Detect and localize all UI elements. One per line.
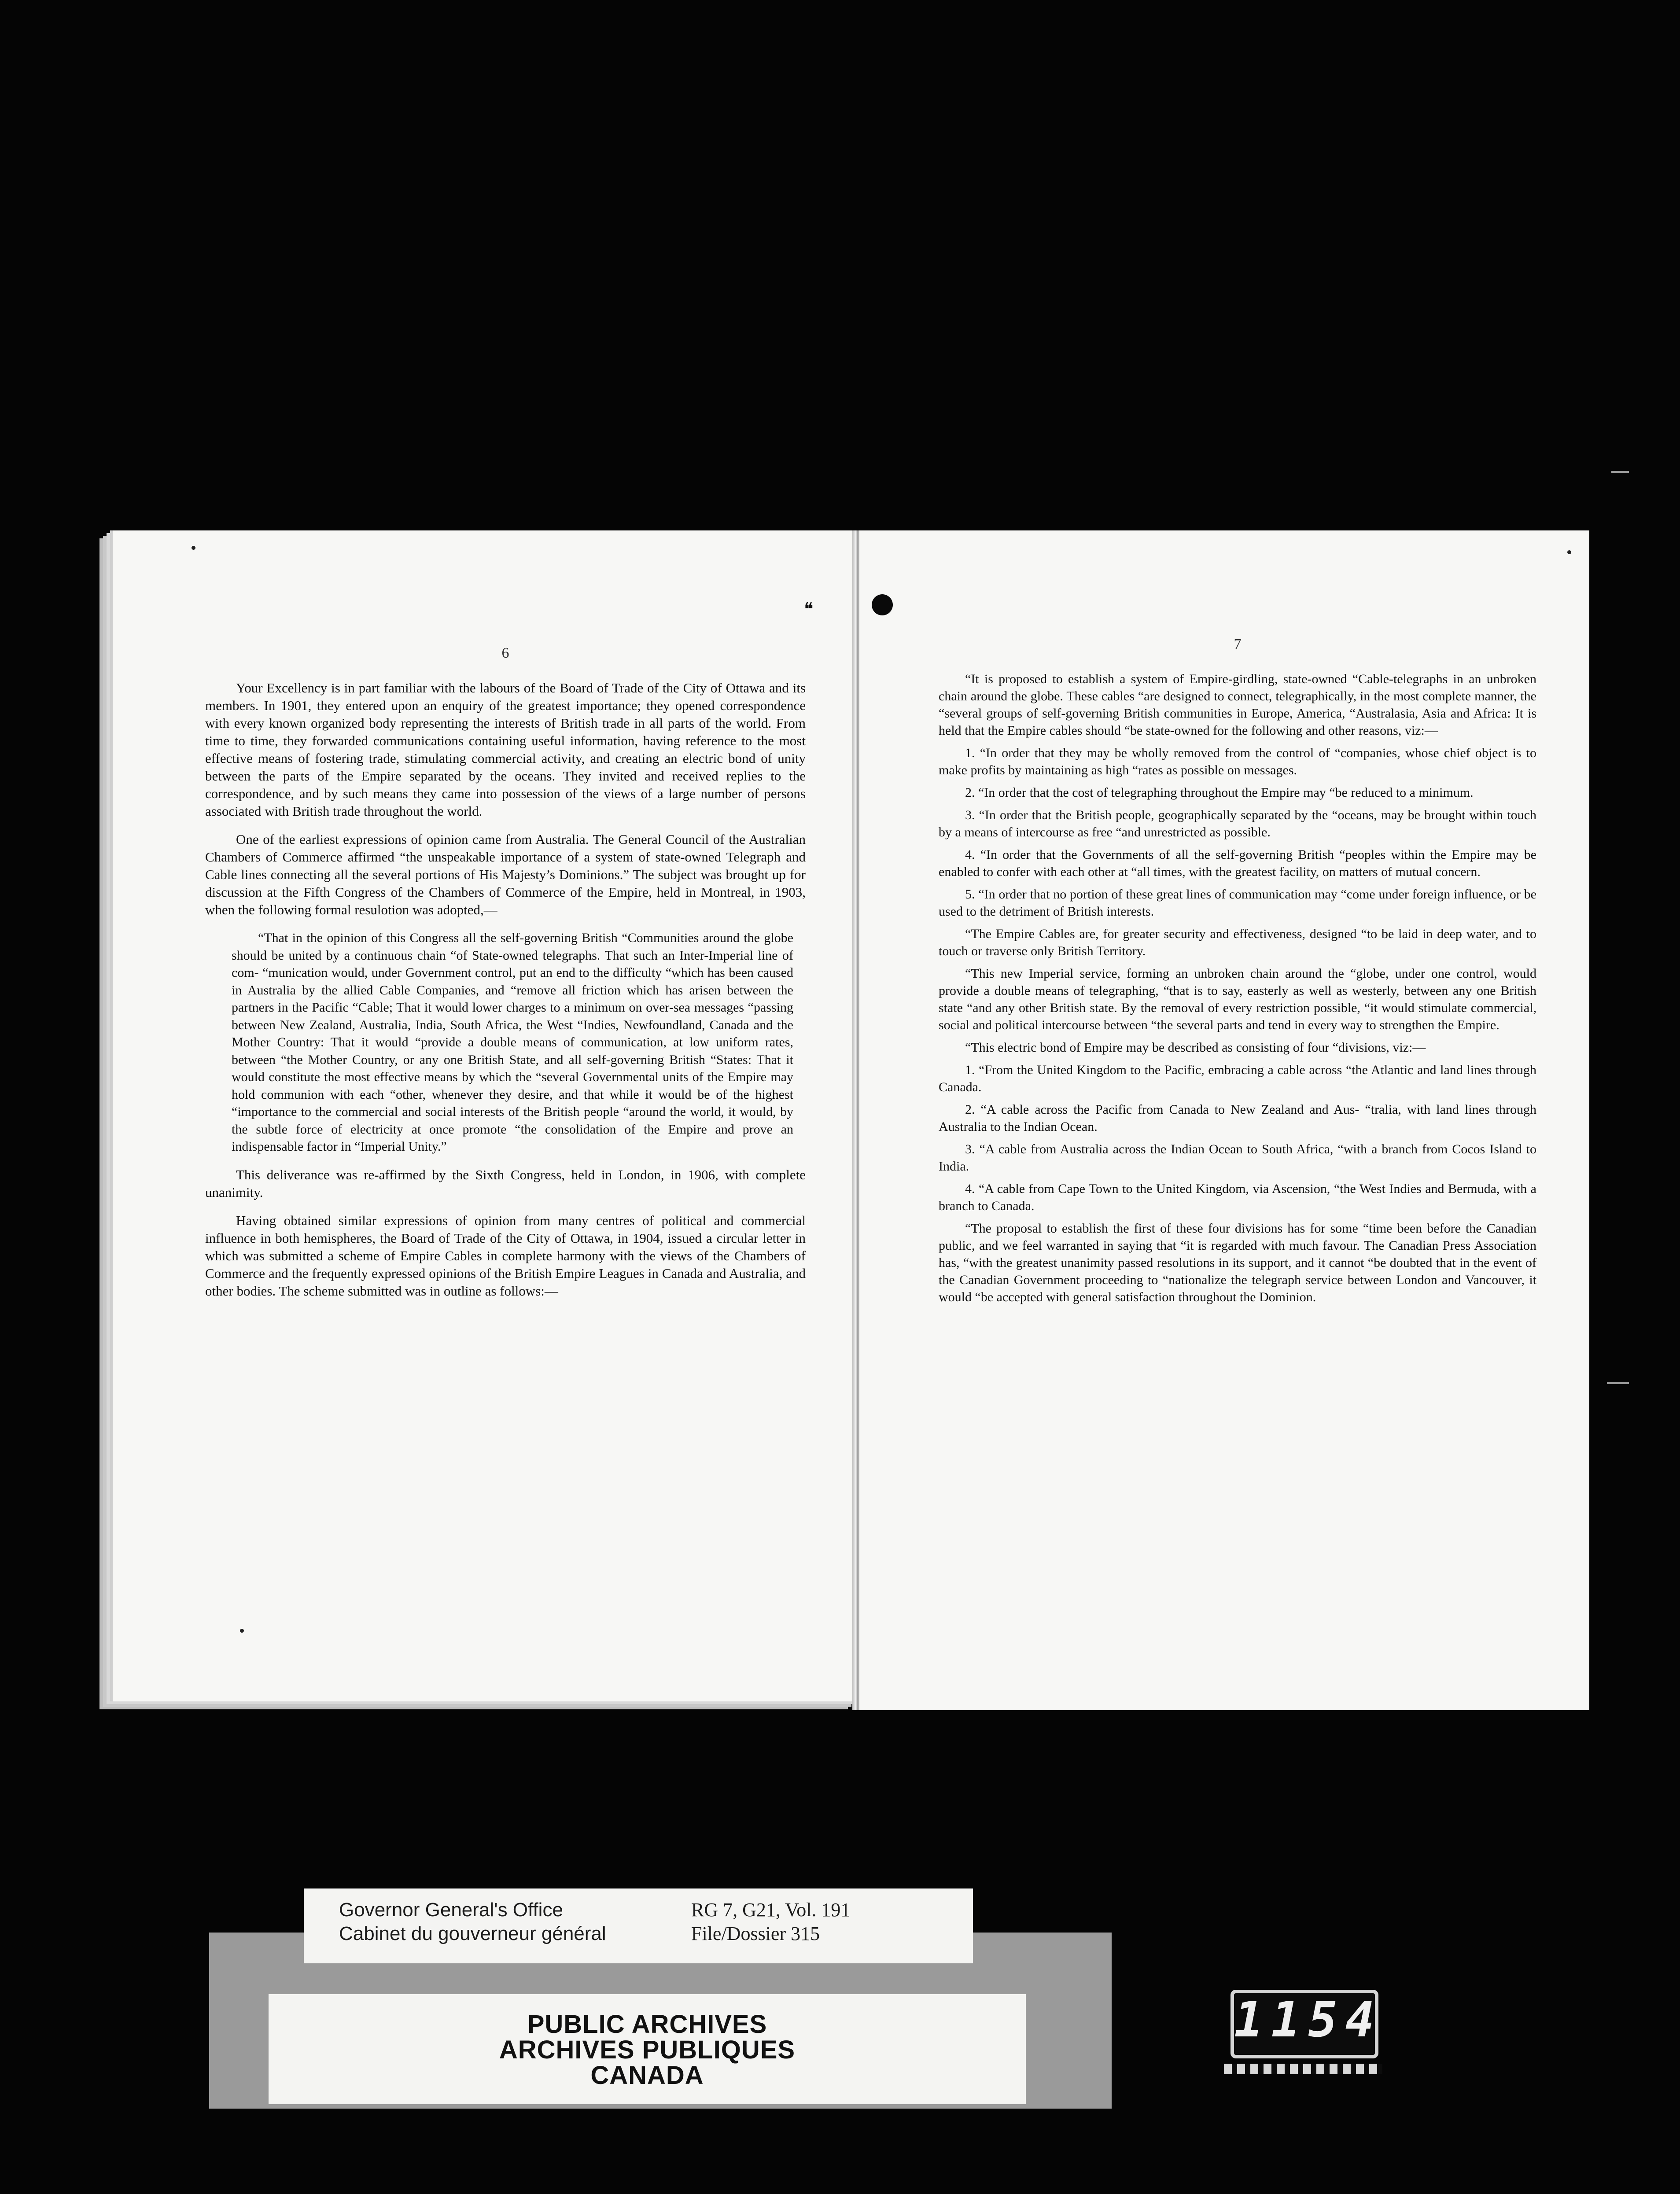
frame-number: 1154: [1231, 1990, 1378, 2058]
film-edge-mark: [1611, 471, 1629, 473]
right-page: [859, 530, 1589, 1710]
paragraph: Having obtained similar expressions of opinion from many centres of political and commercial influence in both hemispheres, the Board of Trade of the City of Ottawa, in 1904, issued a circular letter in which was submitted a scheme of Empire Cables in complete harmony with the views of the Chambers of Commerce and the frequently expressed opinions of the British Empire Leagues in Canada and Australia, and other bodies. The scheme submitted was in outline as follows:—: [205, 1212, 806, 1299]
paragraph: “This new Imperial service, forming an unbroken chain around the “globe, under one control, would provide a double means of telegraphing, “that is to say, easterly as well as westerly, between any one British state “and any other British state. By the removal of every restriction possible, “it would stimulate commercial, social and political intercourse between “the several parts and tend in every way to strengthen the Empire.: [939, 966, 1536, 1032]
paragraph: “It is proposed to establish a system of Empire-girdling, state-owned “Cable-telegraphs in an unbroken chain around the globe. These cables “are designed to connect, telegraphically, in the most complete manner, the “several groups of self-governing British communities in Europe, America, “Australasia, Asia and Africa: It is held that the Empire cables should “be state-owned for the following and other reasons, viz:—: [939, 672, 1536, 738]
list-item: 2. “In order that the cost of telegraphing throughout the Empire may “be reduced to a minimum.: [965, 785, 1474, 800]
punch-hole-icon: [872, 594, 893, 615]
film-edge-mark: [1607, 1382, 1629, 1384]
speck-icon: [192, 546, 195, 550]
list-item: 4. “In order that the Governments of all the self-governing British “peoples within the Empire may be enabled to confer with each other at “all times, with the greatest facility, on matters of mutual concern.: [939, 847, 1536, 879]
office-name-en: Governor General's Office: [339, 1899, 563, 1921]
list-item: 2. “A cable across the Pacific from Canada to New Zealand and Aus- “tralia, with land lines through Australia to the Indian Ocean.: [939, 1102, 1536, 1134]
paragraph: “The Empire Cables are, for greater security and effectiveness, designed “to be laid in deep water, and to touch or traverse only British Territory.: [939, 927, 1536, 958]
list-item: 1. “From the United Kingdom to the Pacific, embracing a cable across “the Atlantic and land lines through Canada.: [939, 1063, 1536, 1094]
speck-icon: [1567, 550, 1571, 554]
stamp-line: CANADA: [590, 2061, 704, 2090]
list-item: 1. “In order that they may be wholly removed from the control of “companies, whose chief object is to make profits by maintaining as high “rates as possible on messages.: [939, 746, 1536, 777]
office-name-fr: Cabinet du gouverneur général: [339, 1923, 606, 1944]
paragraph: One of the earliest expressions of opinion came from Australia. The General Council of the Australian Chambers of Commerce affirmed “the unspeakable importance of a system of state-owned Telegraph and Cable lines connecting all the several portions of His Majesty’s Dominions.” The subject was brought up for discussion at the Fifth Congress of the Chambers of Commerce of the Empire, held in Montreal, in 1903, when the following formal resulotion was adopted,—: [205, 832, 806, 917]
list-item: 4. “A cable from Cape Town to the United Kingdom, via Ascension, “the West Indies and Bermuda, with a branch to Canada.: [939, 1182, 1536, 1213]
list-item: 3. “In order that the British people, geographically separated by the “oceans, may be brought within touch by a means of intercourse as free “and unrestricted as possible.: [939, 808, 1536, 839]
record-group-reference: RG 7, G21, Vol. 191: [691, 1899, 851, 1921]
stamp-line: ARCHIVES PUBLIQUES: [499, 2036, 796, 2064]
archive-reference-label: [304, 1888, 973, 1963]
resolution-quote: “That in the opinion of this Congress all the self-governing British “Communities around the globe should be united by a continuous chain “of State-owned telegraphs. That such an Inter-Imperial line of com- “munication would, under Government control, put an end to the difficulty “which has been caused in Australia by the allied Cable Companies, and “remove all friction which has arisen between the partners in the Pacific “Cable; That it would lower charges to a minimum on over-sea messages “passing between New Zealand, Australia, India, South Africa, the West “Indies, Newfoundland, Canada and the Mother Country: That it would “provide a double means of communication, at low uniform rates, between “the Mother Country, or any one British State, and all self-governing British “States: That it would constitute the most effective means by which the “several Governmental units of the Empire may hold communion with each “other, whenever they desire, and that while it would be of the highest “importance to the commercial and social interests of the British people “around the world, it would, by the subtle force of electricity at once promote “the consolidation of the Empire and prove an indispensable factor in “Imperial Unity.”: [232, 931, 793, 1154]
film-sprocket-strip: [1224, 2064, 1382, 2074]
stamp-line: PUBLIC ARCHIVES: [527, 2010, 767, 2039]
list-item: 3. “A cable from Australia across the Indian Ocean to South Africa, “with a branch from Cocos Island to India.: [939, 1142, 1536, 1174]
open-book: [97, 530, 1589, 1710]
file-reference: File/Dossier 315: [691, 1923, 820, 1944]
page-number: 6: [501, 645, 509, 661]
paragraph: “This electric bond of Empire may be described as consisting of four “divisions, viz:—: [965, 1040, 1426, 1055]
paragraph: Your Excellency is in part familiar with the labours of the Board of Trade of the City of Ottawa and its members. In 1901, they entered upon an enquiry of the greatest importance; they opened correspondence with every known organized body representing the interests of British trade in all parts of the world. From time to time, they forwarded communications containing useful information, having reference to the most effective means of fostering trade, stimulating commercial activity, and creating an electric bond of unity between the parts of the Empire separated by the oceans. They invited and received replies to the correspondence, and by such means they came into possession of the views of a large number of persons associated with British trade throughout the world.: [205, 680, 806, 819]
paragraph: “The proposal to establish the first of these four divisions has for some “time been before the Canadian public, and we feel warranted in saying that “it is regarded with much favour. The Canadian Press Association has, “with the greatest unanimity passed resolutions in its support, and it cannot “be doubted that in the event of the Canadian Government proceeding to “nationalize the telegraph service between London and Vancouver, it would “be accepted with general satisfaction throughout the Dominion.: [939, 1221, 1536, 1304]
list-item: 5. “In order that no portion of these great lines of communication may “come under foreign influence, or be used to the detriment of British interests.: [939, 887, 1536, 919]
ink-mark-icon: ❝: [804, 599, 814, 619]
page-number: 7: [1234, 636, 1242, 652]
left-page: [110, 530, 858, 1701]
public-archives-stamp: [269, 1994, 1026, 2104]
speck-icon: [240, 1629, 244, 1633]
paragraph: This deliverance was re-affirmed by the Sixth Congress, held in London, in 1906, with complete unanimity.: [205, 1167, 806, 1200]
